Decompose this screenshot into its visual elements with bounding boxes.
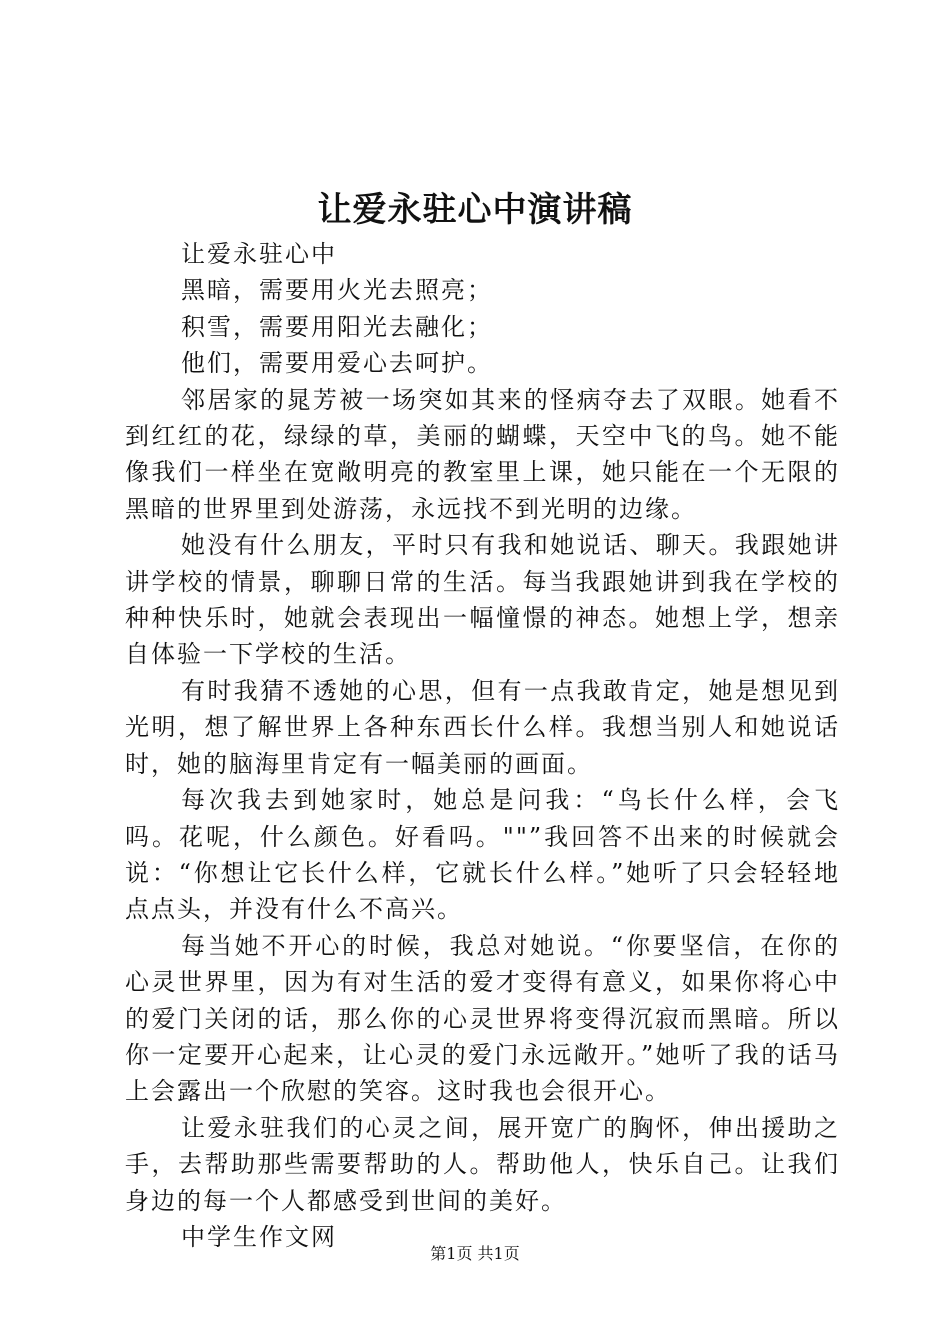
document-body bbox=[125, 236, 840, 1255]
paragraph-encouragement: 每当她不开心的时候，我总对她说。“你要坚信，在你的心灵世界里，因为有对生活的爱才变得有意义，如果你将心中的爱门关闭的话，那么你的心灵世界将变得沉寂而黑暗。所以你一定要开心起来，让心灵的爱门永远敞开。”她听了我的话马上会露出一个欣慰的笑容。这时我也会很开心。 bbox=[125, 931, 840, 1106]
page-title: 让爱永驻心中演讲稿 bbox=[317, 190, 633, 230]
paragraph-subtitle: 让爱永驻心中 bbox=[181, 240, 337, 268]
page-footer: 第1页 共1页 bbox=[430, 1244, 520, 1263]
paragraph-verse-2: 积雪，需要用阳光去融化； bbox=[181, 312, 493, 341]
paragraph-neighbor: 邻居家的晁芳被一场突如其来的怪病夺去了双眼。她看不到红红的花，绿绿的草，美丽的蝴蝶，天空中飞的鸟。她不能像我们一样坐在宽敞明亮的教室里上课，她只能在一个无限的黑暗的世界里到处游荡，永远找不到光明的边缘。 bbox=[125, 385, 840, 523]
paragraph-friendship: 她没有什么朋友，平时只有我和她说话、聊天。我跟她讲讲学校的情景，聊聊日常的生活。每当我跟她讲到我在学校的种种快乐时，她就会表现出一幅憧憬的神态。她想上学，想亲自体验一下学校的生活。 bbox=[125, 531, 840, 669]
paragraph-verse-1: 黑暗，需要用火光去照亮； bbox=[181, 276, 493, 305]
paragraph-source: 中学生作文网 bbox=[181, 1222, 337, 1251]
paragraph-thoughts: 有时我猜不透她的心思，但有一点我敢肯定，她是想见到光明，想了解世界上各种东西长什么样。我想当别人和她说话时，她的脑海里肯定有一幅美丽的画面。 bbox=[125, 676, 840, 778]
paragraph-questions: 每次我去到她家时，她总是问我：“鸟长什么样，会飞吗。花呢，什么颜色。好看吗。""”我回答不出来的时候就会说：“你想让它长什么样，它就长什么样。”她听了只会轻轻地点点头，并没有什么不高兴。 bbox=[125, 786, 840, 924]
paragraph-conclusion: 让爱永驻我们的心灵之间，展开宽广的胸怀，伸出援助之手，去帮助那些需要帮助的人。帮助他人，快乐自己。让我们身边的每一个人都感受到世间的美好。 bbox=[125, 1113, 840, 1215]
paragraph-verse-3: 他们，需要用爱心去呵护。 bbox=[181, 349, 493, 378]
